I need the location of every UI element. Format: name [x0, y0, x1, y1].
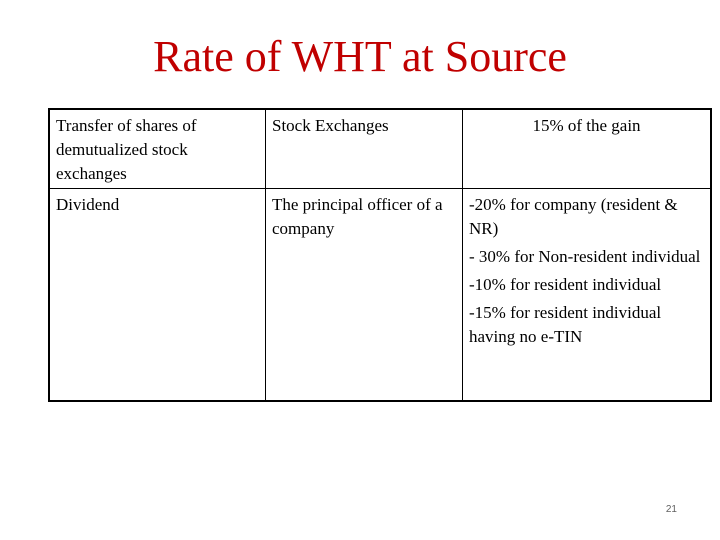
table-row	[49, 189, 711, 402]
payment-type-cell	[49, 109, 266, 189]
deductor-text: The principal officer of a company	[272, 195, 443, 238]
rate-text: -20% for company (resident & NR)	[469, 195, 678, 238]
deductor-text: Stock Exchanges	[272, 116, 389, 135]
payment-type-text: Transfer of shares of demutualized stock exchanges	[56, 116, 197, 183]
payment-type-cell	[49, 189, 266, 402]
deductor-cell	[266, 189, 463, 402]
payment-type-text: Dividend	[56, 195, 120, 214]
page-number: 21	[665, 504, 677, 515]
table-row	[49, 109, 711, 189]
wht-rate-table	[48, 108, 712, 402]
slide-title: Rate of WHT at Source	[153, 32, 567, 81]
rate-text: 15% of the gain	[532, 116, 641, 135]
rate-text: -10% for resident individual	[469, 275, 662, 294]
rate-text: - 30% for Non-resident individual	[469, 247, 701, 266]
deductor-cell	[266, 109, 463, 189]
rate-text: -15% for resident individual having no e-TIN	[469, 303, 662, 346]
rate-cell	[463, 109, 712, 189]
rate-cell	[463, 189, 712, 402]
